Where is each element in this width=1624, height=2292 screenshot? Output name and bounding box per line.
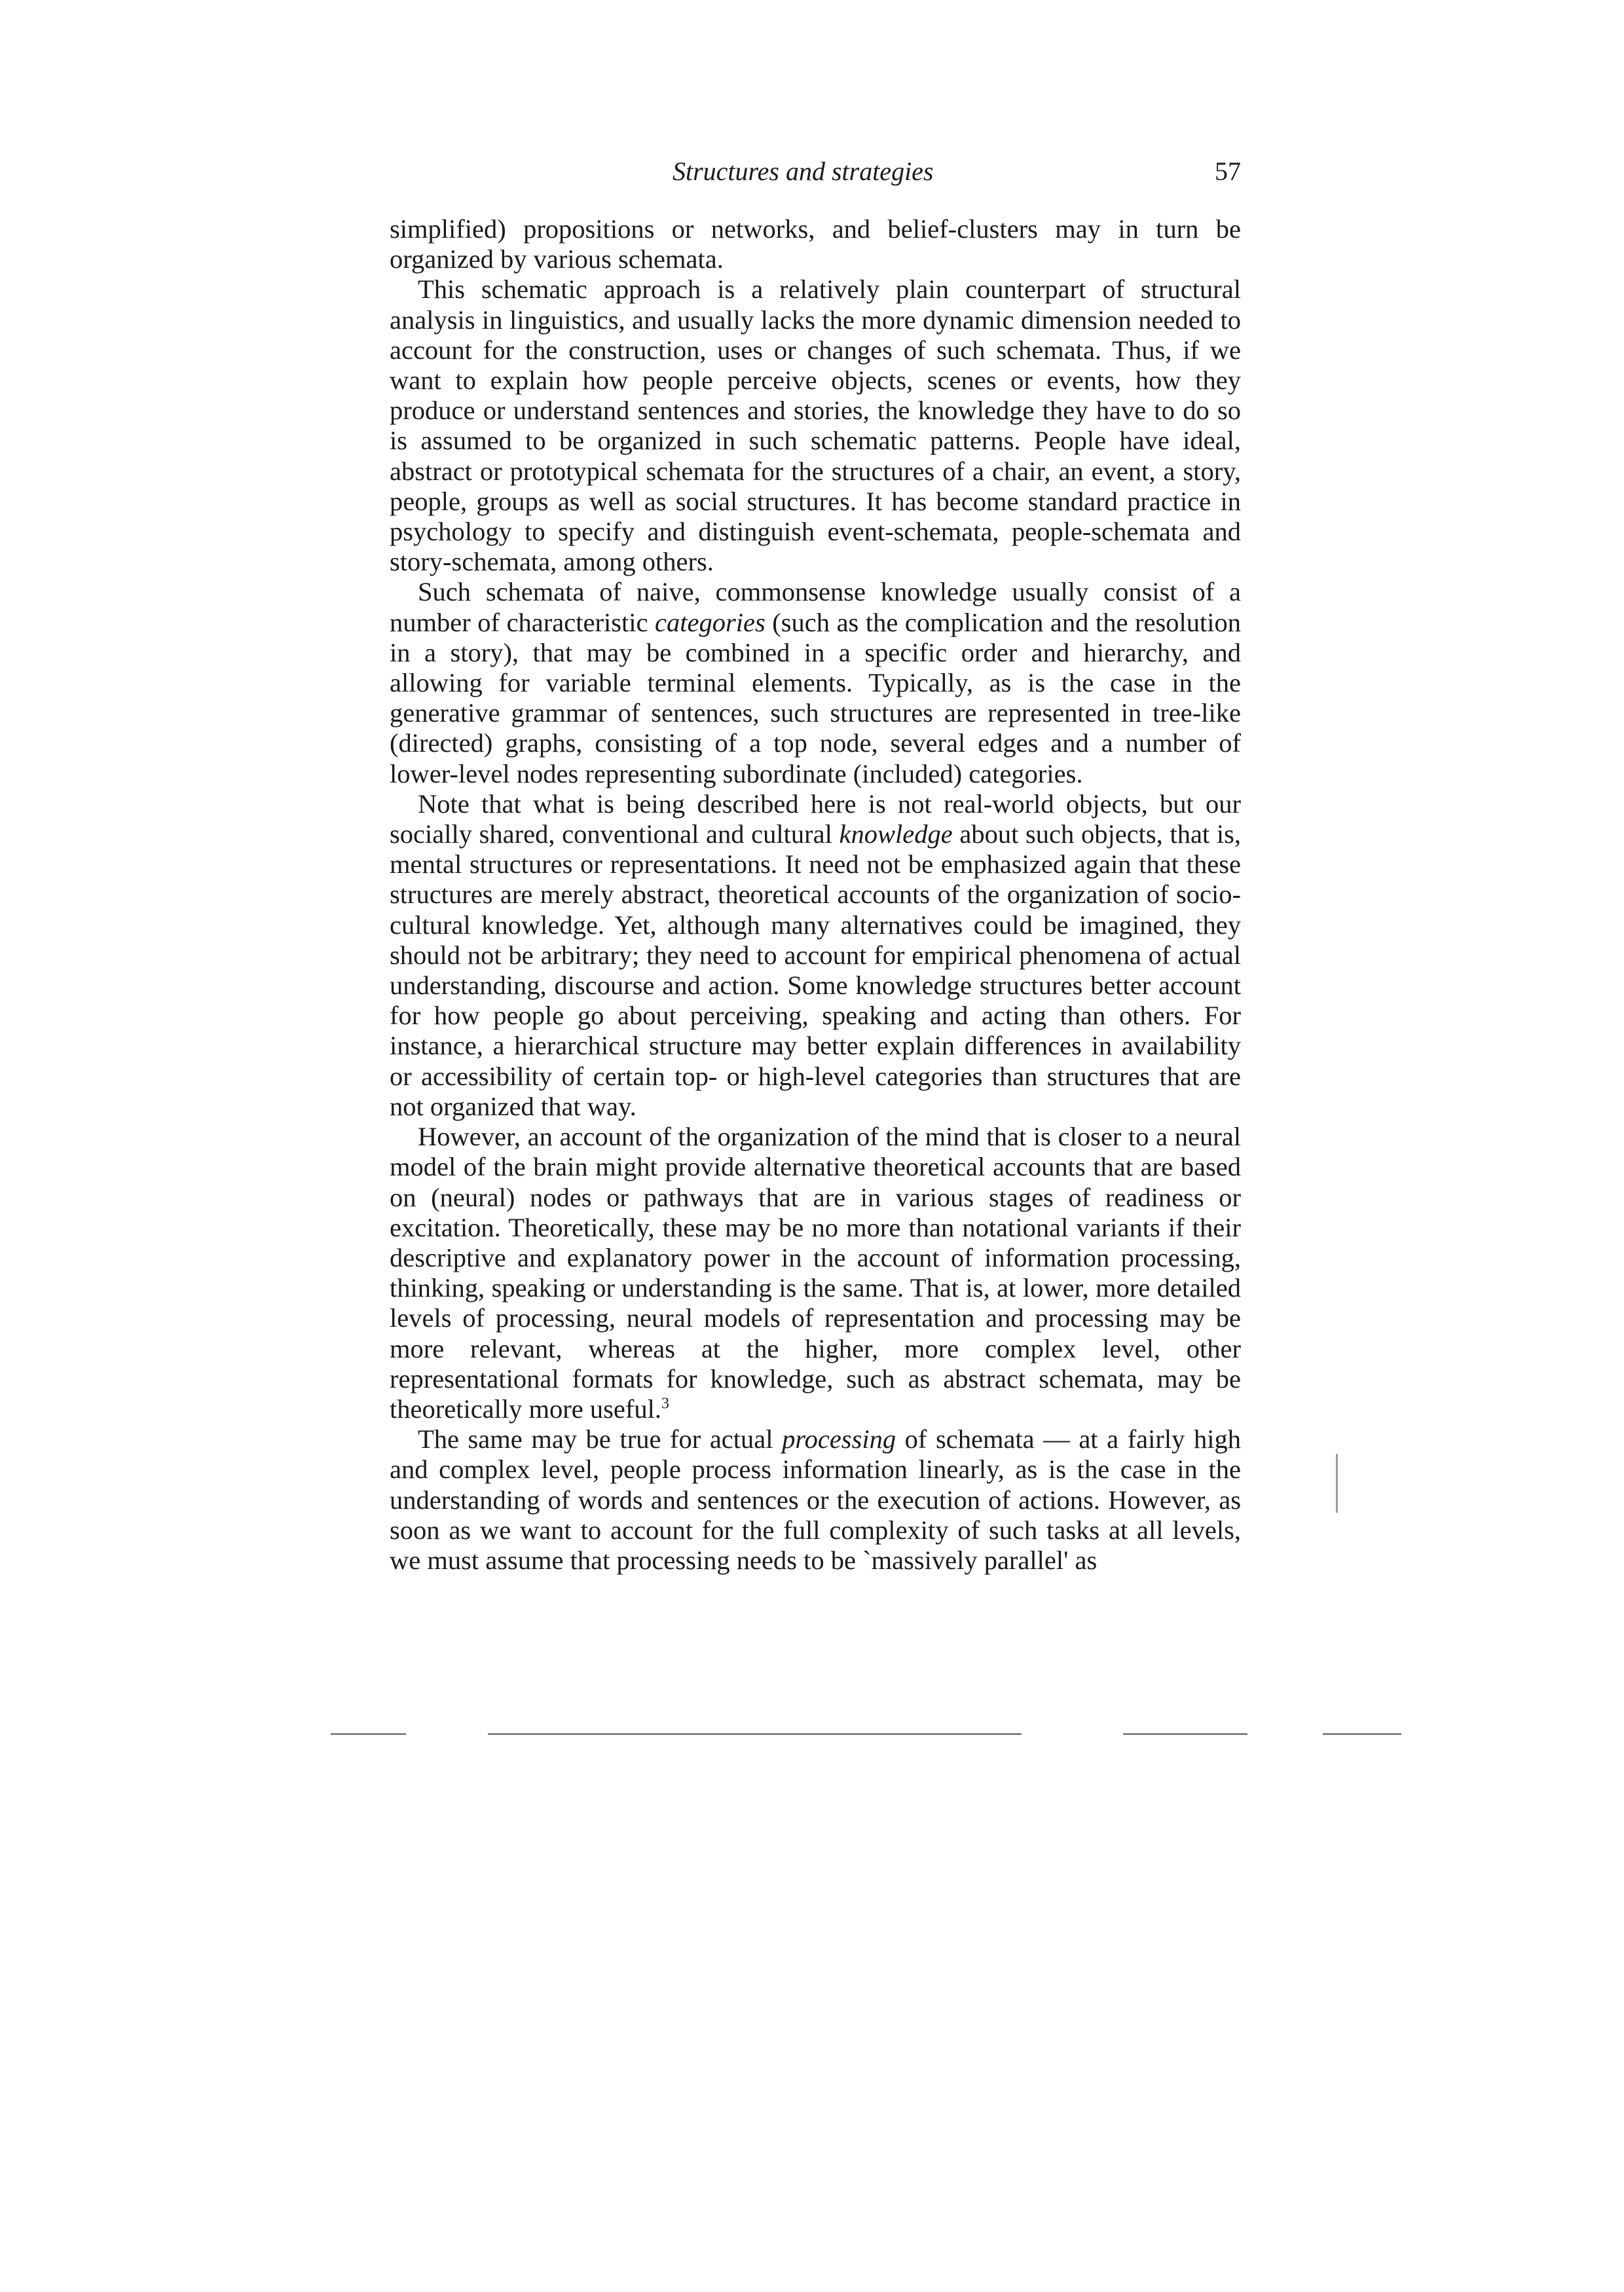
footer-rule xyxy=(488,1733,1022,1735)
paragraph-5-text: However, an account of the organization of the mind that is closer to a neural model of the brain might provide alternative theoretical accounts that are based on (neural) nodes or pathways that are in various stages of readiness or excitation. Theoretically, these may be no more than notational variants if their descriptive and explanatory power in the account of information processing, thinking, speaking or understanding is the same. That is, at lower, more detailed levels of processing, neural models of representation and processing may be more relevant, whereas at the higher, more complex level, other representational formats for knowledge, such as abstract schemata, may be theoretically more useful. xyxy=(390,1122,1241,1424)
emphasis-processing: processing xyxy=(782,1424,896,1454)
paragraph-6-text-before: The same may be true for actual xyxy=(418,1424,783,1454)
footer-rule xyxy=(1323,1733,1401,1735)
paragraph-2: This schematic approach is a relatively plain counterpart of structural analysis in linguistics, and usually lacks the more dynamic dimension needed to account for the construction, uses or changes of such schemata. Thus, if we want to explain how people perceive objects, scenes or events, how they produce or understand sentences and stories, the knowledge they have to do so is assumed to be organized in such schematic patterns. People have ideal, abstract or prototypical schemata for the structures of a chair, an event, a story, people, groups as well as social structures. It has become standard practice in psychology to specify and distinguish event-schemata, people-schemata and story-schemata, among others. xyxy=(390,274,1241,577)
paragraph-4-text-before: Note that what is being described here is not real-world objects, but our socially shared, conventional and cultural xyxy=(390,788,1241,849)
paragraph-5 xyxy=(390,1122,1241,1424)
running-head xyxy=(390,152,1241,191)
running-title: Structures and strategies xyxy=(673,157,934,186)
paragraph-3-text-after: (such as the complication and the resolution in a story), that may be combined in a specific order and hierarchy, and allowing for variable terminal elements. Typically, as is the case in the generative grammar of sentences, such structures are represented in tree-like (directed) graphs, consisting of a top node, several edges and a number of lower-level nodes representing subordinate (included) categories. xyxy=(390,607,1241,788)
footer-rule xyxy=(1123,1733,1247,1735)
paragraph-3-text-before: Such schemata of naive, commonsense knowledge usually consist of a number of characteristic xyxy=(390,577,1241,637)
paragraph-4-text-after: about such objects, that is, mental structures or representations. It need not be emphasized again that these structures are merely abstract, theoretical accounts of the organization of socio-cultural knowledge. Yet, although many alternatives could be imagined, they should not be arbitrary; they need to account for empirical phenomena of actual understanding, discourse and action. Some knowledge structures better account for how people go about perceiving, speaking and acting than others. For instance, a hierarchical structure may better explain differences in availability or accessibility of certain top- or high-level categories than structures that are not organized that way. xyxy=(390,819,1241,1121)
emphasis-categories: categories xyxy=(655,607,766,637)
emphasis-knowledge: knowledge xyxy=(839,819,953,849)
paragraph-1: simplified) propositions or networks, and belief-clusters may in turn be organized by various schemata. xyxy=(390,214,1241,274)
paragraph-6 xyxy=(390,1424,1241,1576)
paragraph-6-text-after: of schemata — at a fairly high and complex level, people process information linearly, as is the case in the understanding of words and sentences or the execution of actions. However, as soon as we want to account for the full complexity of such tasks at all levels, we must assume that processing needs to be `massively parallel' as xyxy=(390,1424,1241,1575)
body-text xyxy=(390,214,1241,1576)
footer-rule xyxy=(331,1733,406,1735)
footnote-reference: 3 xyxy=(661,1395,669,1413)
margin-mark xyxy=(1336,1454,1338,1513)
paragraph-3 xyxy=(390,577,1241,788)
page-number: 57 xyxy=(1215,157,1241,186)
paragraph-4 xyxy=(390,789,1241,1122)
